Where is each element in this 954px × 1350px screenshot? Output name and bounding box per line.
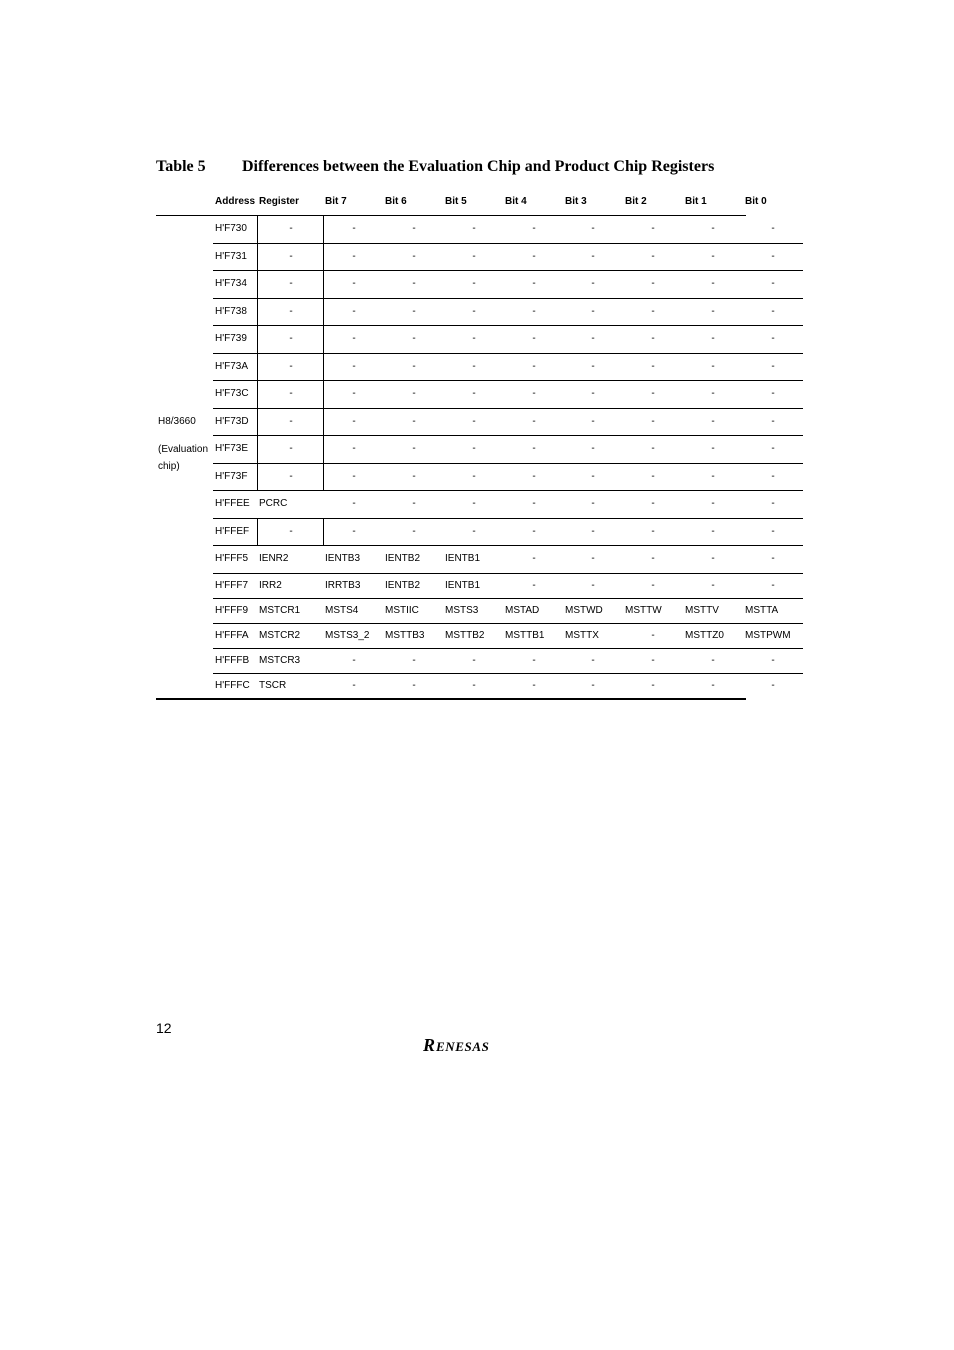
register-cell: IENR2 (259, 553, 289, 564)
address-cell: H'F738 (215, 305, 247, 317)
bit2-cell: - (651, 360, 655, 372)
register-cell: - (289, 223, 293, 234)
address-cell: H'F73F (215, 470, 248, 482)
bit7-cell: - (352, 654, 356, 666)
bit1-cell: - (711, 525, 715, 537)
bit6-cell: IENTB2 (385, 553, 421, 564)
register-cell: - (289, 305, 293, 317)
row-divider (213, 623, 803, 624)
bit0-cell: - (771, 305, 775, 317)
bit1-cell: MSTTV (685, 604, 719, 616)
bit4-cell: - (532, 388, 536, 399)
bit6-cell: - (412, 278, 416, 289)
chip-label: chip) (158, 461, 180, 472)
bit1-cell: MSTTZ0 (685, 629, 724, 641)
bit2-cell: MSTTW (625, 604, 662, 616)
register-cell: - (289, 278, 293, 289)
bit7-cell: - (352, 250, 356, 262)
bit3-cell: - (591, 333, 595, 344)
bit1-cell: - (711, 278, 715, 289)
header-bit7: Bit 7 (325, 196, 347, 207)
address-cell: H'FFFB (215, 654, 250, 666)
address-cell: H'FFF7 (215, 579, 249, 591)
bit6-cell: - (412, 305, 416, 317)
bit4-cell: - (532, 360, 536, 372)
header-register: Register (259, 196, 300, 207)
bit4-cell: MSTAD (505, 604, 540, 616)
bit0-cell: - (771, 250, 775, 262)
bit3-cell: - (591, 360, 595, 372)
bit0-cell: MSTPWM (745, 629, 791, 641)
bit5-cell: - (472, 498, 476, 509)
bit0-cell: - (771, 553, 775, 564)
bit6-cell: IENTB2 (385, 579, 421, 591)
bit0-cell: - (771, 333, 775, 344)
bit2-cell: - (651, 629, 655, 641)
bit7-cell: - (352, 333, 356, 344)
bit6-cell: - (412, 360, 416, 372)
header-bit4: Bit 4 (505, 196, 527, 207)
register-cell: - (289, 388, 293, 399)
bit3-cell: - (591, 654, 595, 666)
register-cell: TSCR (259, 679, 287, 691)
bit4-cell: - (532, 305, 536, 317)
bit4-cell: MSTTB1 (505, 629, 545, 641)
bit5-cell: - (472, 443, 476, 454)
bit2-cell: - (651, 498, 655, 509)
bit5-cell: IENTB1 (445, 553, 481, 564)
bit4-cell: - (532, 679, 536, 691)
bit4-cell: - (532, 525, 536, 537)
bit1-cell: - (711, 305, 715, 317)
bit4-cell: - (532, 333, 536, 344)
register-cell: MSTCR3 (259, 654, 301, 666)
bit1-cell: - (711, 443, 715, 454)
bit1-cell: - (711, 250, 715, 262)
bit5-cell: - (472, 305, 476, 317)
bit0-cell: - (771, 360, 775, 372)
header-bit1: Bit 1 (685, 196, 707, 207)
register-cell: - (289, 525, 293, 537)
bit6-cell: - (412, 388, 416, 399)
bit0-cell: - (771, 525, 775, 537)
chip-label: H8/3660 (158, 416, 196, 427)
bit3-cell: - (591, 250, 595, 262)
register-cell: - (289, 333, 293, 344)
bit4-cell: - (532, 278, 536, 289)
address-cell: H'F731 (215, 250, 247, 262)
table-title: Differences between the Evaluation Chip and Product Chip Registers (242, 158, 715, 175)
bit2-cell: - (651, 278, 655, 289)
bit1-cell: - (711, 360, 715, 372)
bit0-cell: - (771, 443, 775, 454)
address-cell: H'F734 (215, 278, 247, 289)
bit6-cell: - (412, 443, 416, 454)
bit1-cell: - (711, 654, 715, 666)
bit5-cell: - (472, 525, 476, 537)
register-cell: - (289, 250, 293, 262)
bit1-cell: - (711, 333, 715, 344)
bit7-cell: - (352, 415, 356, 427)
header-bit5: Bit 5 (445, 196, 467, 207)
bit0-cell: MSTTA (745, 604, 779, 616)
table-caption (156, 158, 714, 176)
header-bit2: Bit 2 (625, 196, 647, 207)
bit5-cell: - (472, 360, 476, 372)
bit5-cell: IENTB1 (445, 579, 481, 591)
bit2-cell: - (651, 579, 655, 591)
bit3-cell: MSTWD (565, 604, 603, 616)
bit0-cell: - (771, 579, 775, 591)
bit5-cell: - (472, 654, 476, 666)
bit7-cell: - (352, 679, 356, 691)
bit5-cell: - (472, 679, 476, 691)
bit5-cell: - (472, 223, 476, 234)
bit6-cell: - (412, 333, 416, 344)
bit3-cell: - (591, 579, 595, 591)
address-cell: H'FFEF (215, 525, 250, 537)
row-divider (156, 215, 746, 216)
bit2-cell: - (651, 415, 655, 427)
address-cell: H'F73C (215, 388, 249, 399)
bit3-cell: - (591, 679, 595, 691)
bit1-cell: - (711, 579, 715, 591)
chip-label: (Evaluation (158, 444, 209, 455)
bit3-cell: - (591, 305, 595, 317)
bit6-cell: MSTIIC (385, 604, 419, 616)
register-cell: - (289, 360, 293, 372)
address-cell: H'FFF9 (215, 604, 249, 616)
bit0-cell: - (771, 388, 775, 399)
bit3-cell: - (591, 278, 595, 289)
header-bit0: Bit 0 (745, 196, 767, 207)
header-bit3: Bit 3 (565, 196, 587, 207)
bit3-cell: MSTTX (565, 629, 599, 641)
bit0-cell: - (771, 498, 775, 509)
bit7-cell: - (352, 223, 356, 234)
bit5-cell: - (472, 415, 476, 427)
bit5-cell: - (472, 388, 476, 399)
bit7-cell: - (352, 498, 356, 509)
bit2-cell: - (651, 470, 655, 482)
bit5-cell: - (472, 333, 476, 344)
address-cell: H'F739 (215, 333, 247, 344)
bit6-cell: - (412, 415, 416, 427)
bit3-cell: - (591, 443, 595, 454)
bit4-cell: - (532, 498, 536, 509)
bit5-cell: - (472, 250, 476, 262)
bit0-cell: - (771, 415, 775, 427)
address-cell: H'F73D (215, 415, 249, 427)
bit4-cell: - (532, 470, 536, 482)
bit6-cell: - (412, 525, 416, 537)
bit3-cell: - (591, 498, 595, 509)
register-cell: - (289, 415, 293, 427)
bit0-cell: - (771, 679, 775, 691)
bit4-cell: - (532, 553, 536, 564)
bit2-cell: - (651, 443, 655, 454)
register-cell: MSTCR2 (259, 629, 301, 641)
bit7-cell: MSTS4 (325, 604, 359, 616)
header-address: Address (215, 196, 256, 207)
row-divider (213, 673, 803, 674)
bit5-cell: MSTTB2 (445, 629, 485, 641)
bit3-cell: - (591, 470, 595, 482)
bit1-cell: - (711, 388, 715, 399)
logo-initial: R (423, 1036, 436, 1055)
bit3-cell: - (591, 415, 595, 427)
page-number: 12 (156, 1020, 172, 1036)
address-cell: H'F73A (215, 360, 249, 372)
bit0-cell: - (771, 654, 775, 666)
header-bit6: Bit 6 (385, 196, 407, 207)
renesas-logo (423, 1036, 523, 1061)
bit2-cell: - (651, 305, 655, 317)
bit1-cell: - (711, 415, 715, 427)
bit6-cell: MSTTB3 (385, 629, 425, 641)
address-cell: H'FFEE (215, 498, 250, 509)
address-cell: H'FFFC (215, 679, 250, 691)
register-cell: IRR2 (259, 579, 282, 591)
bit4-cell: - (532, 654, 536, 666)
bit6-cell: - (412, 470, 416, 482)
bit4-cell: - (532, 250, 536, 262)
address-cell: H'FFFA (215, 629, 249, 641)
bit6-cell: - (412, 679, 416, 691)
bit7-cell: IRRTB3 (325, 579, 361, 591)
bit6-cell: - (412, 498, 416, 509)
address-cell: H'FFF5 (215, 553, 249, 564)
bit1-cell: - (711, 553, 715, 564)
bit0-cell: - (771, 470, 775, 482)
address-cell: H'F730 (215, 223, 247, 234)
logo-wordmark: ENESAS (436, 1039, 490, 1054)
bit5-cell: MSTS3 (445, 604, 479, 616)
bit3-cell: - (591, 223, 595, 234)
bit5-cell: - (472, 470, 476, 482)
row-divider (213, 648, 803, 649)
bit2-cell: - (651, 654, 655, 666)
bit6-cell: - (412, 250, 416, 262)
bit2-cell: - (651, 388, 655, 399)
bit5-cell: - (472, 278, 476, 289)
bit2-cell: - (651, 679, 655, 691)
row-divider (213, 573, 803, 574)
bit2-cell: - (651, 333, 655, 344)
bit1-cell: - (711, 498, 715, 509)
bit4-cell: - (532, 223, 536, 234)
bit0-cell: - (771, 278, 775, 289)
bit7-cell: - (352, 388, 356, 399)
bit7-cell: - (352, 278, 356, 289)
bit3-cell: - (591, 525, 595, 537)
bit7-cell: MSTS3_2 (325, 629, 370, 641)
address-cell: H'F73E (215, 443, 249, 454)
bit7-cell: - (352, 443, 356, 454)
bit2-cell: - (651, 553, 655, 564)
bit6-cell: - (412, 223, 416, 234)
bit4-cell: - (532, 415, 536, 427)
bit4-cell: - (532, 579, 536, 591)
bit1-cell: - (711, 470, 715, 482)
bit2-cell: - (651, 250, 655, 262)
bit0-cell: - (771, 223, 775, 234)
bit7-cell: IENTB3 (325, 553, 361, 564)
register-cell: - (289, 470, 293, 482)
table-number: Table 5 (156, 158, 206, 175)
bit7-cell: - (352, 470, 356, 482)
register-cell: - (289, 443, 293, 454)
bit2-cell: - (651, 223, 655, 234)
bit3-cell: - (591, 388, 595, 399)
bit1-cell: - (711, 223, 715, 234)
bit4-cell: - (532, 443, 536, 454)
bit1-cell: - (711, 679, 715, 691)
bit2-cell: - (651, 525, 655, 537)
row-divider (156, 698, 746, 700)
register-cell: MSTCR1 (259, 604, 301, 616)
row-divider (213, 598, 803, 599)
register-cell: PCRC (259, 498, 288, 509)
bit6-cell: - (412, 654, 416, 666)
bit7-cell: - (352, 360, 356, 372)
bit7-cell: - (352, 525, 356, 537)
bit3-cell: - (591, 553, 595, 564)
bit7-cell: - (352, 305, 356, 317)
